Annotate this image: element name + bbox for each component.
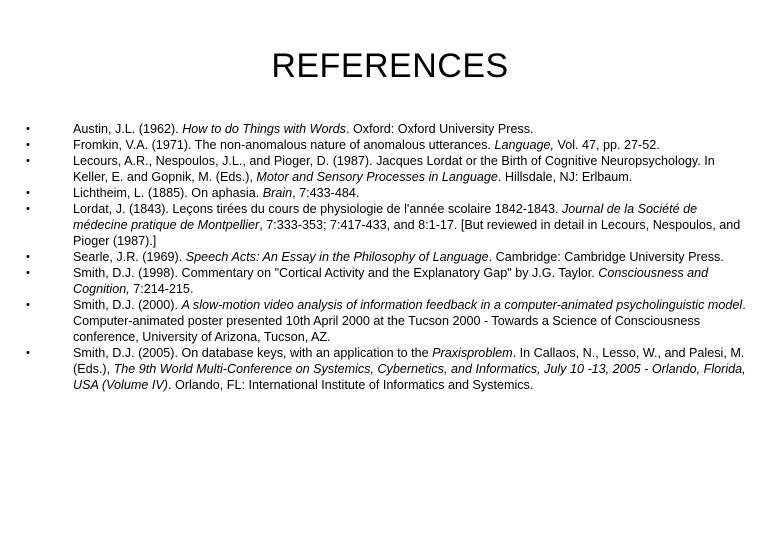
reference-item bbox=[26, 249, 746, 265]
reference-text: Lecours, A.R., Nespoulos, J.L., and Pioger, D. (1987). Jacques Lordat or the Birth of Cognitive Neuropsychology. In Keller, E. and Gopnik, M. (Eds.), bbox=[73, 154, 715, 184]
reference-item bbox=[26, 345, 746, 393]
reference-italic-text: Brain bbox=[262, 186, 293, 200]
reference-italic-text: Speech Acts: An Essay in the Philosophy of Language bbox=[185, 250, 489, 264]
reference-list bbox=[26, 121, 746, 393]
reference-text: Lichtheim, L. (1885). On aphasia. bbox=[73, 186, 263, 200]
reference-text: Smith, D.J. (2005). On database keys, with an application to the bbox=[73, 346, 433, 360]
reference-item bbox=[26, 185, 746, 201]
reference-text: , 7:333-353; 7:417-433, and 8:1-17. [But reviewed in detail in Lecours, Nespoulos, and Pioger (1987).] bbox=[73, 218, 741, 248]
reference-italic-text: A slow-motion video analysis of information feedback in a computer-animated psycholinguistic model bbox=[181, 298, 743, 312]
reference-italic-text: The 9th World Multi-Conference on Systemics, Cybernetics, and Informatics, July 10 -13, 2005 - Orlando, Florida, USA (Volume IV) bbox=[73, 362, 746, 392]
slide-title: REFERENCES bbox=[271, 47, 509, 85]
reference-text: Searle, J.R. (1969). bbox=[73, 250, 186, 264]
reference-text: Lordat, J. (1843). Leçons tirées du cours de physiologie de l'année scolaire 1842-1843. bbox=[73, 202, 562, 216]
reference-item bbox=[26, 201, 746, 249]
reference-text: Austin, J.L. (1962). bbox=[73, 122, 183, 136]
reference-italic-text: Consciousness and Cognition, bbox=[73, 266, 709, 296]
reference-italic-text: Praxisproblem bbox=[432, 346, 513, 360]
reference-text: . Hillsdale, NJ: Erlbaum. bbox=[497, 170, 633, 184]
reference-item bbox=[26, 265, 746, 297]
reference-text: . In Callaos, N., Lesso, W., and Palesi, M. (Eds.), bbox=[73, 346, 745, 376]
reference-item bbox=[26, 153, 746, 185]
reference-text: . Orlando, FL: International Institute of Informatics and Systemics. bbox=[167, 378, 534, 392]
reference-text: . Computer-animated poster presented 10th April 2000 at the Tucson 2000 - Towards a Science of Consciousness conference, University of Arizona, Tucson, AZ. bbox=[73, 298, 746, 344]
reference-text: . Oxford: Oxford University Press. bbox=[345, 122, 534, 136]
reference-text: Smith, D.J. (1998). Commentary on "Cortical Activity and the Explanatory Gap" by J.G. Taylor. bbox=[73, 266, 599, 280]
reference-text: Vol. 47, pp. 27-52. bbox=[553, 138, 660, 152]
reference-item bbox=[26, 137, 746, 153]
reference-italic-text: Motor and Sensory Processes in Language bbox=[256, 170, 498, 184]
reference-text: , 7:433-484. bbox=[292, 186, 360, 200]
reference-italic-text: How to do Things with Words bbox=[182, 122, 346, 136]
reference-text: 7:214-215. bbox=[129, 282, 194, 296]
reference-text: Smith, D.J. (2000). bbox=[73, 298, 182, 312]
reference-text: . Cambridge: Cambridge University Press. bbox=[488, 250, 724, 264]
reference-item bbox=[26, 121, 746, 137]
reference-text: Fromkin, V.A. (1971). The non-anomalous nature of anomalous utterances. bbox=[73, 138, 495, 152]
reference-italic-text: Language, bbox=[494, 138, 554, 152]
reference-item bbox=[26, 297, 746, 345]
reference-italic-text: Journal de la Société de médecine pratique de Montpellier bbox=[73, 202, 698, 232]
